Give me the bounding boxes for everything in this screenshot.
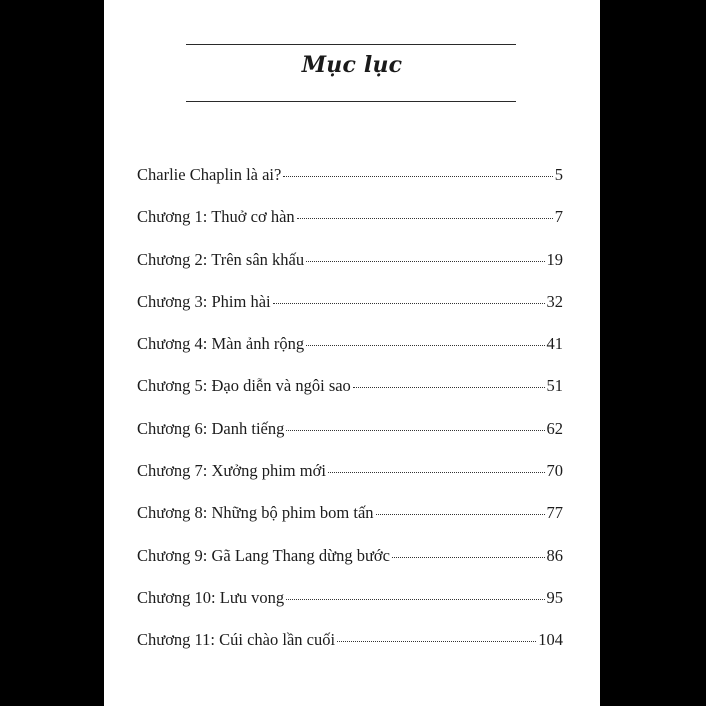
toc-entry: [137, 376, 563, 418]
toc-entry: [137, 165, 563, 207]
toc-page-number: 77: [546, 503, 563, 523]
toc-entry-label: Chương 2: Trên sân khấu: [137, 249, 305, 269]
table-of-contents: [137, 165, 563, 673]
toc-dot-leader: [297, 218, 553, 219]
toc-dot-leader: [283, 176, 552, 177]
toc-dot-leader: [337, 641, 536, 642]
toc-entry: [137, 503, 563, 545]
toc-entry-label: Chương 5: Đạo diễn và ngôi sao: [137, 376, 351, 396]
toc-entry-label: Chương 7: Xưởng phim mới: [137, 461, 326, 481]
toc-dot-leader: [286, 430, 544, 431]
toc-entry: [137, 630, 563, 672]
toc-entry-label: Charlie Chaplin là ai?: [137, 165, 282, 184]
toc-entry-label: Chương 1: Thuở cơ hàn: [137, 207, 295, 227]
toc-entry-label: Chương 6: Danh tiếng: [137, 418, 285, 438]
toc-page-number: 41: [546, 334, 563, 354]
toc-dot-leader: [328, 472, 545, 473]
toc-entry: [137, 207, 563, 249]
page-title: Mục lục: [301, 52, 403, 78]
toc-dot-leader: [392, 557, 545, 558]
toc-page-number: 32: [546, 291, 563, 311]
toc-entry-label: Chương 11: Cúi chào lần cuối: [137, 630, 336, 650]
toc-page-number: 19: [546, 249, 563, 269]
title-rule-bottom: [186, 101, 516, 102]
toc-page-number: 7: [554, 207, 563, 227]
toc-dot-leader: [273, 303, 545, 304]
toc-page-number: 104: [538, 630, 563, 650]
toc-dot-leader: [376, 514, 545, 515]
toc-entry-label: Chương 8: Những bộ phim bom tấn: [137, 503, 374, 523]
toc-entry-label: Chương 3: Phim hài: [137, 291, 271, 311]
toc-entry-label: Chương 4: Màn ảnh rộng: [137, 334, 305, 354]
toc-page-number: 62: [546, 418, 563, 438]
toc-page-number: 51: [546, 376, 563, 396]
toc-entry: [137, 588, 563, 630]
toc-dot-leader: [353, 387, 545, 388]
toc-entry-label: Chương 10: Lưu vong: [137, 587, 285, 607]
toc-entry: [137, 546, 563, 588]
toc-entry: [137, 292, 563, 334]
toc-page-number: 86: [546, 545, 563, 565]
toc-entry: [137, 461, 563, 503]
toc-dot-leader: [306, 261, 544, 262]
toc-entry: [137, 419, 563, 461]
book-page: [104, 0, 600, 706]
toc-entry: [137, 334, 563, 376]
toc-dot-leader: [286, 599, 544, 600]
toc-dot-leader: [306, 345, 544, 346]
title-rule-top: [186, 44, 516, 45]
toc-entry: [137, 250, 563, 292]
toc-page-number: 95: [546, 587, 563, 607]
toc-entry-label: Chương 9: Gã Lang Thang dừng bước: [137, 545, 390, 565]
toc-page-number: 70: [546, 461, 563, 481]
toc-page-number: 5: [554, 165, 563, 184]
